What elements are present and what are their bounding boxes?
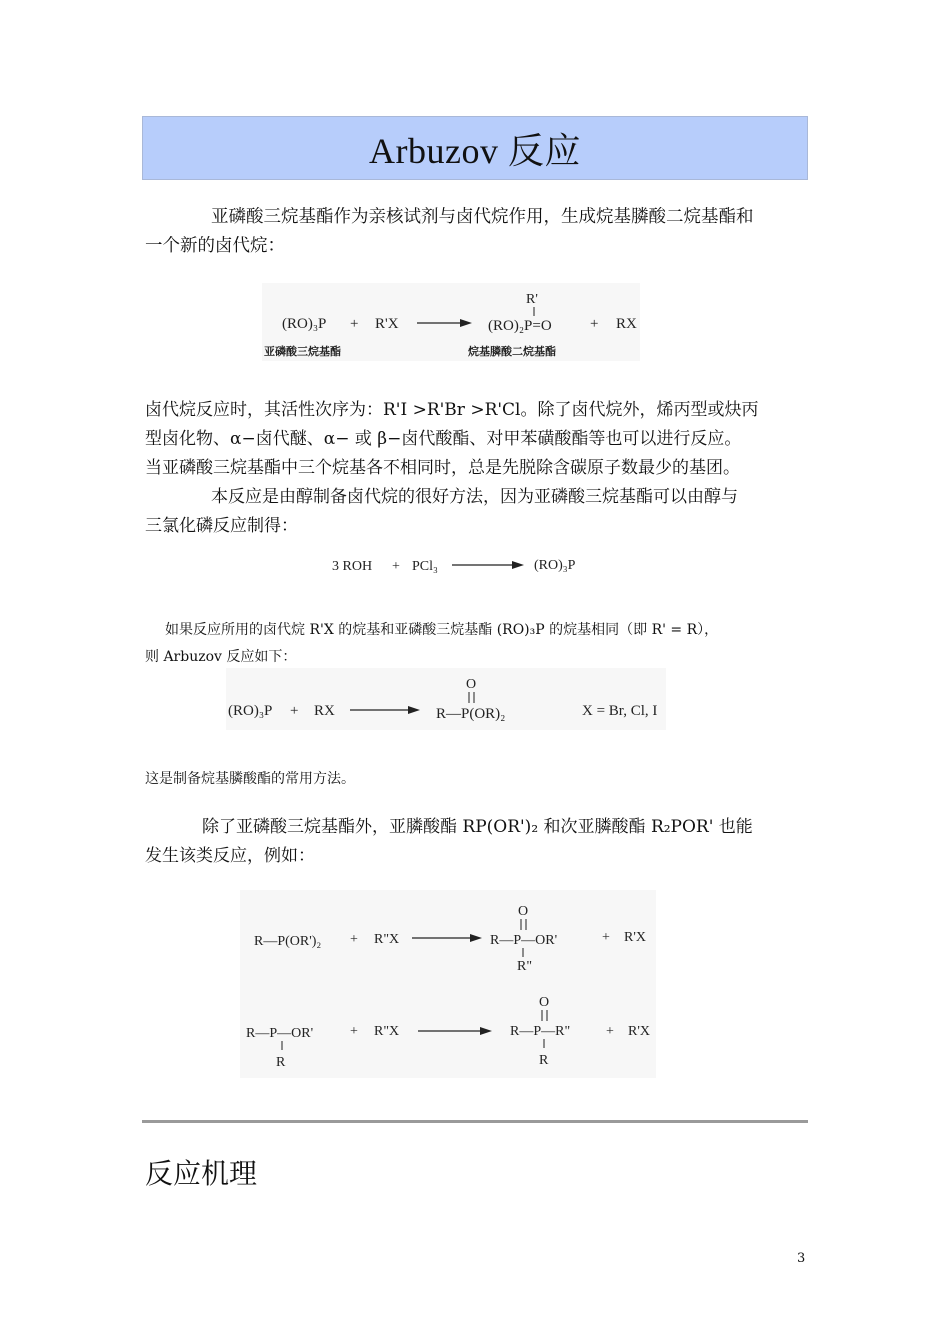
other-esters-paragraph [145,813,813,871]
arrow-icon [418,1027,492,1035]
intro-paragraph [145,203,813,261]
scheme1-product2: RX [616,316,637,332]
scheme1-product: (RO)₂P=O [488,318,552,334]
scheme3-plus: + [290,703,299,719]
scheme1-plus2: + [590,316,599,332]
reaction-scheme-2 [326,548,596,582]
reaction-scheme-3 [226,668,666,730]
scheme3-product: R—P(OR)₂ [436,706,506,722]
scheme4-row2-product2: R'X [628,1024,650,1039]
activity-line-2: 型卤化物、α−卤代醚、α− 或 β−卤代酸酯、对甲苯磺酸酯等也可以进行反应。 [145,429,742,449]
scheme1-reactant2: R'X [375,316,399,332]
scheme3-reactant1: (RO)₃P [228,703,273,719]
arrow-icon [452,561,524,569]
scheme4-row2-oxygen: O [539,995,550,1010]
same-alkyl-paragraph [145,617,825,671]
scheme4-row1-oxygen: O [518,904,529,919]
activity-line-5: 三氯化磷反应制得： [145,516,298,536]
other-esters-line-1: 除了亚磷酸三烷基酯外，亚膦酸酯 RP(OR')₂ 和次亚膦酸酯 R₂POR' 也能 [202,817,753,837]
scheme1-reactant1: (RO)₃P [282,316,327,332]
scheme2-product: (RO)₃P [534,558,576,573]
scheme3-oxygen: O [466,677,477,692]
double-bond-icon [542,1010,547,1021]
page-title: Arbuzov 反应 [369,131,581,171]
activity-line-1: 卤代烷反应时，其活性次序为：R'I >R'Br >R'Cl。除了卤代烷外，烯丙型或炔丙 [145,400,759,420]
same-alkyl-line-1: 如果反应所用的卤代烷 R'X 的烷基和亚磷酸三烷基酯 (RO)₃P 的烷基相同（即 R' = R）， [165,622,719,638]
activity-paragraph [145,396,813,541]
scheme4-row1-plus1: + [350,932,358,947]
reaction-scheme-1 [262,283,640,361]
section-divider [142,1120,808,1123]
scheme2-reactant1: 3 ROH [332,559,373,574]
title-banner [142,116,808,180]
scheme2-plus: + [392,559,400,574]
other-esters-line-2: 发生该类反应，例如： [145,846,315,866]
scheme4-row2-reactant2: R"X [374,1024,400,1039]
scheme4-row1-product2: R'X [624,930,646,945]
scheme4-row-1 [254,904,646,974]
scheme2-reactant2: PCl₃ [412,559,438,574]
scheme4-row1-product-sub: R" [517,959,533,974]
scheme4-row1-product: R—P—OR' [490,933,558,948]
double-bond-icon [521,919,526,930]
scheme3-condition: X = Br, Cl, I [582,703,658,719]
scheme4-row2-product: R—P—R" [510,1024,571,1039]
section-heading: 反应机理 [145,1157,258,1190]
scheme1-plus1: + [350,316,359,332]
page-number: 3 [797,1251,806,1266]
arrow-icon [417,319,472,327]
scheme4-row2-product-sub: R [539,1053,549,1068]
scheme1-label-right: 烷基膦酸二烷基酯 [468,346,556,358]
scheme1-label-left: 亚磷酸三烷基酯 [264,346,341,358]
scheme4-row2-plus2: + [606,1024,614,1039]
double-bond-icon [469,692,474,703]
intro-line-1: 亚磷酸三烷基酯作为亲核试剂与卤代烷作用，生成烷基膦酸二烷基酯和 [211,207,754,227]
scheme3-reactant2: RX [314,703,335,719]
scheme4-row2-reactant1-sub: R [276,1055,286,1070]
intro-line-2: 一个新的卤代烷： [145,236,285,256]
reaction-scheme-4 [240,890,656,1078]
scheme1-product-top: R' [526,292,538,307]
activity-line-4: 本反应是由醇制备卤代烷的很好方法，因为亚磷酸三烷基酯可以由醇与 [211,487,738,507]
common-method-text: 这是制备烷基膦酸酯的常用方法。 [145,771,355,787]
scheme4-row2-reactant1: R—P—OR' [246,1026,314,1041]
arrow-icon [350,706,420,714]
same-alkyl-line-2: 则 Arbuzov 反应如下： [145,649,297,665]
arrow-icon [412,934,482,942]
scheme4-row-2 [246,995,650,1070]
scheme4-row1-reactant1: R—P(OR')₂ [254,934,322,949]
scheme4-row1-reactant2: R"X [374,932,400,947]
scheme4-row1-plus2: + [602,930,610,945]
scheme4-row2-plus1: + [350,1024,358,1039]
activity-line-3: 当亚磷酸三烷基酯中三个烷基各不相同时，总是先脱除含碳原子数最少的基团。 [145,458,740,478]
